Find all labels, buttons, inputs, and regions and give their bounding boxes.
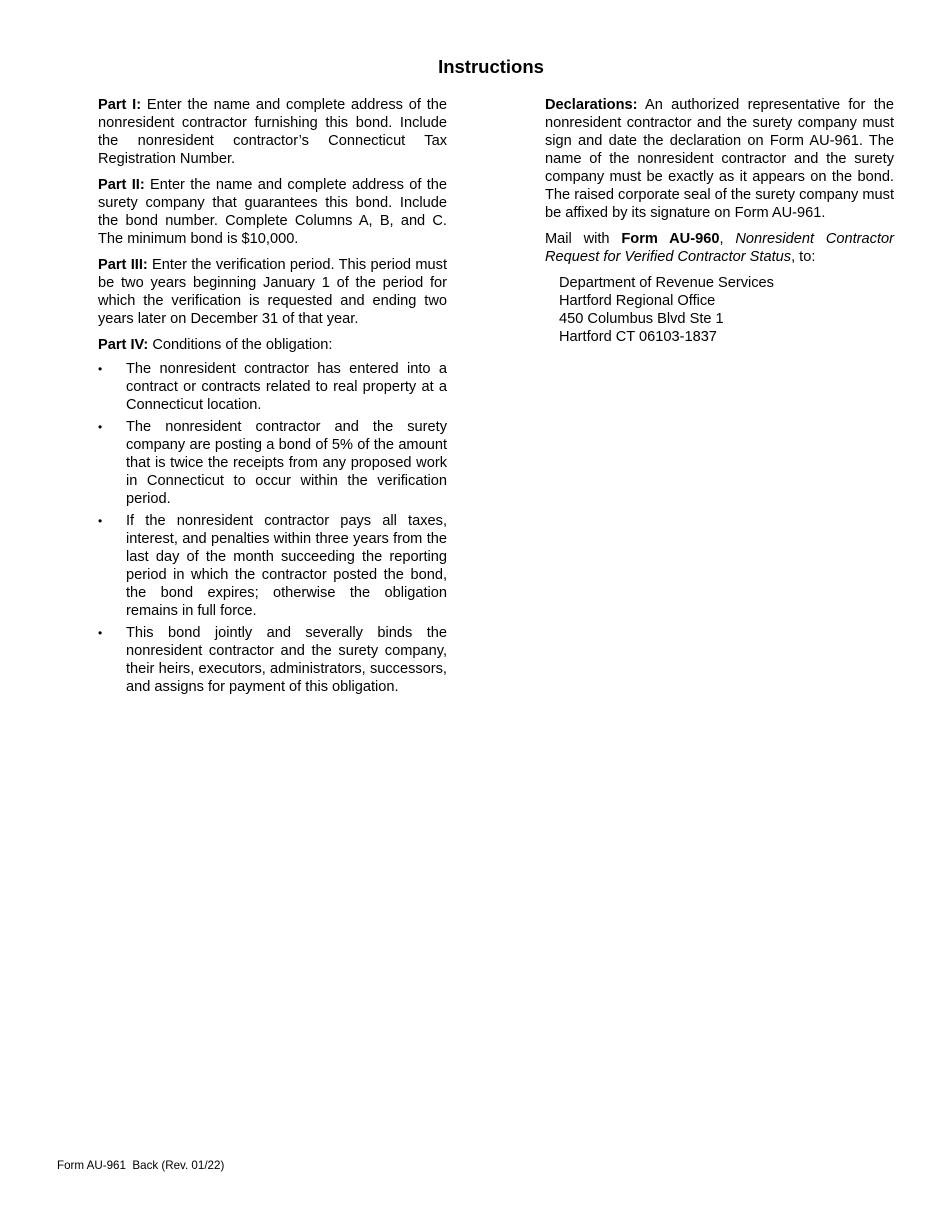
part-1-text: Enter the name and complete address of the nonresident contractor furnishing this bond. Include the nonresident contractor’s Connecticut Tax Registration Number. xyxy=(98,97,447,167)
part-2-paragraph xyxy=(98,176,447,248)
address-line: 450 Columbus Blvd Ste 1 xyxy=(559,311,724,327)
address-line: Department of Revenue Services xyxy=(559,275,774,291)
part-3-text: Enter the verification period. This period must be two years beginning January 1 of the period for which the verification is requested and ending two years later on December 31 of that year. xyxy=(98,257,447,327)
list-item xyxy=(98,418,447,508)
list-item xyxy=(98,360,447,414)
part-4-text: Conditions of the obligation: xyxy=(148,337,333,353)
form-footer: Form AU-961 Back (Rev. 01/22) xyxy=(57,1159,225,1172)
declarations-text: An authorized representative for the nonresident contractor and the surety company must sign and date the declaration on Form AU-961. The name of the nonresident contractor and the surety company must be exactly as it appears on the bond. The raised corporate seal of the surety company must be affixed by its signature on Form AU-961. xyxy=(545,97,894,221)
mail-form-title: Nonresident Contractor Request for Verified Contractor Status xyxy=(545,231,894,265)
mail-prefix: Mail with xyxy=(545,231,622,247)
list-item-text: This bond jointly and severally binds the nonresident contractor and the surety company, their heirs, executors, administrators, successors, and assigns for payment of this obligation. xyxy=(126,625,447,695)
bullet-icon: • xyxy=(98,514,103,528)
mailing-address xyxy=(559,274,894,346)
list-item xyxy=(98,624,447,696)
bullet-icon: • xyxy=(98,626,103,640)
mail-suffix: , to: xyxy=(791,249,816,265)
bullet-icon: • xyxy=(98,420,103,434)
mail-form-number: Form AU-960 xyxy=(621,231,720,247)
bullet-icon: • xyxy=(98,362,103,376)
part-4-paragraph xyxy=(98,336,447,354)
address-line: Hartford CT 06103-1837 xyxy=(559,329,717,345)
mail-comma: , xyxy=(719,231,736,247)
part-2-lead: Part II: xyxy=(98,177,145,193)
address-line: Hartford Regional Office xyxy=(559,293,716,309)
list-item-text: If the nonresident contractor pays all taxes, interest, and penalties within three years from the last day of the month succeeding the reporting period in which the contractor posted the bond, the bond expires; otherwise the obligation remains in full force. xyxy=(126,513,447,619)
part-4-lead: Part IV: xyxy=(98,337,149,353)
declarations-lead: Declarations: xyxy=(545,97,638,113)
part-1-paragraph xyxy=(98,96,447,168)
mail-paragraph xyxy=(545,230,894,266)
part-1-lead: Part I: xyxy=(98,97,142,113)
part-3-paragraph xyxy=(98,256,447,328)
declarations-paragraph xyxy=(545,96,894,222)
right-column xyxy=(545,96,894,346)
list-item-text: The nonresident contractor has entered into a contract or contracts related to real property at a Connecticut location. xyxy=(126,361,447,413)
part-3-lead: Part III: xyxy=(98,257,148,273)
part-2-text: Enter the name and complete address of the surety company that guarantees this bond. Include the bond number. Complete Columns A, B, and C. The minimum bond is $10,000. xyxy=(98,177,447,247)
list-item xyxy=(98,512,447,620)
list-item-text: The nonresident contractor and the surety company are posting a bond of 5% of the amount that is twice the receipts from any proposed work in Connecticut to occur within the verification period. xyxy=(126,419,447,507)
conditions-list xyxy=(98,360,447,696)
left-column xyxy=(98,96,447,700)
page-title: Instructions xyxy=(438,56,544,77)
